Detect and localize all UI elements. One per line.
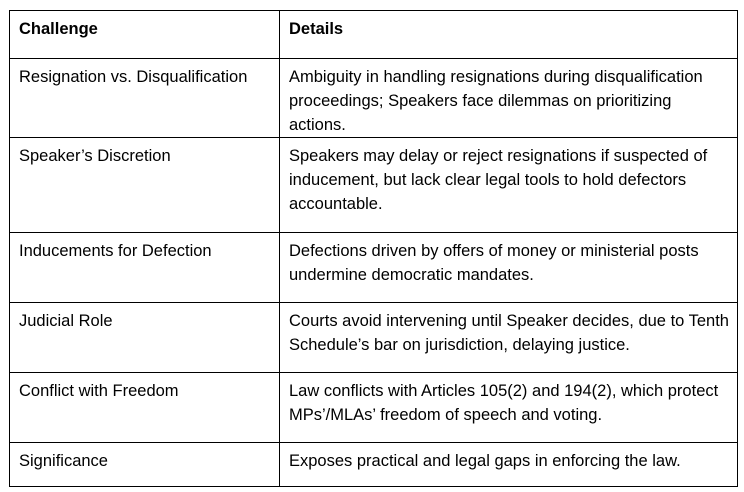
details-cell: Ambiguity in handling resignations during disqualification proceedings; Speakers face dilemmas on prioritizing actions.	[280, 59, 738, 138]
details-cell: Exposes practical and legal gaps in enforcing the law.	[280, 443, 738, 487]
table-row	[10, 443, 738, 487]
challenge-cell: Inducements for Defection	[10, 233, 280, 303]
details-cell: Defections driven by offers of money or ministerial posts undermine democratic mandates.	[280, 233, 738, 303]
challenge-cell: Resignation vs. Disqualification	[10, 59, 280, 138]
table-row	[10, 373, 738, 443]
details-cell: Courts avoid intervening until Speaker decides, due to Tenth Schedule’s bar on jurisdiction, delaying justice.	[280, 303, 738, 373]
details-cell: Law conflicts with Articles 105(2) and 194(2), which protect MPs’/MLAs’ freedom of speech and voting.	[280, 373, 738, 443]
table-row	[10, 59, 738, 138]
column-header-details: Details	[280, 11, 738, 59]
challenges-table	[9, 10, 738, 487]
table-row	[10, 303, 738, 373]
details-cell: Speakers may delay or reject resignations if suspected of inducement, but lack clear legal tools to hold defectors accountable.	[280, 138, 738, 233]
challenge-cell: Speaker’s Discretion	[10, 138, 280, 233]
table-row	[10, 233, 738, 303]
challenge-cell: Significance	[10, 443, 280, 487]
table-row	[10, 138, 738, 233]
challenge-cell: Conflict with Freedom	[10, 373, 280, 443]
challenge-cell: Judicial Role	[10, 303, 280, 373]
table-header-row	[10, 11, 738, 59]
column-header-challenge: Challenge	[10, 11, 280, 59]
